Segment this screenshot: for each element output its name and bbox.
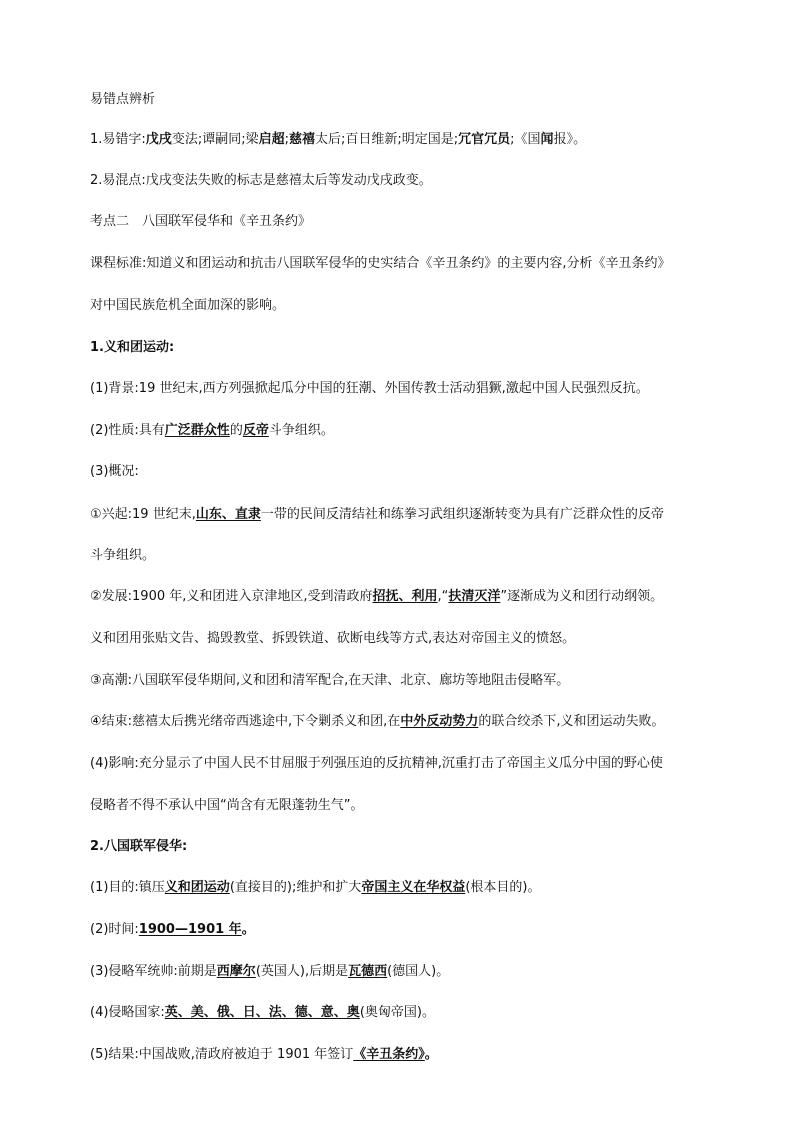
baguo-countries: (4)侵略国家:英、美、俄、日、法、德、意、奥(奥匈帝国)。 (90, 1005, 435, 1020)
baguo-result: (5)结果:中国战败,清政府被迫于 1901 年签订《辛丑条约》。 (90, 1047, 438, 1062)
baguo-time: (2)时间:1900—1901 年。 (90, 922, 255, 937)
baguo-commander: (3)侵略军统帅:前期是西摩尔(英国人),后期是瓦德西(德国人)。 (90, 964, 450, 979)
yihetuan-end: ④结束:慈禧太后携光绪帝西逃途中,下令剿杀义和团,在中外反动势力的联合绞杀下,义和团运动失败。 (90, 714, 665, 729)
yihetuan-development-cont: 义和团用张贴文告、捣毁教堂、拆毁铁道、砍断电线等方式,表达对帝国主义的愤怒。 (90, 631, 576, 646)
section-title: 易错点辨析 (90, 92, 156, 107)
yihetuan-overview: (3)概况: (90, 464, 139, 479)
yihetuan-climax: ③高潮:八国联军侵华期间,义和团和清军配合,在天津、北京、廊坊等地阻击侵略军。 (90, 673, 570, 688)
yihetuan-rise-cont: 斗争组织。 (90, 548, 156, 563)
yihetuan-impact: (4)影响:充分显示了中国人民不甘屈服于列强压迫的反抗精神,沉重打击了帝国主义瓜分中国的野心使 (90, 756, 663, 771)
curriculum-standard-line-2: 对中国民族危机全面加深的影响。 (90, 298, 286, 313)
curriculum-standard-line-1: 课程标准:知道义和团运动和抗击八国联军侵华的史实结合《辛丑条约》的主要内容,分析《辛丑条约》 (90, 256, 671, 271)
yihetuan-nature: (2)性质:具有广泛群众性的反帝斗争组织。 (90, 423, 334, 438)
yihetuan-rise: ①兴起:19 世纪末,山东、直隶一带的民间反清结社和练拳习武组织逐渐转变为具有广泛群众性的反帝 (90, 507, 664, 522)
yihetuan-impact-cont: 侵略者不得不承认中国“尚含有无限蓬勃生气”。 (90, 798, 364, 813)
yihetuan-heading: 1.义和团运动: (90, 340, 175, 355)
error-point-item-2: 2.易混点:戊戌变法失败的标志是慈禧太后等发动戊戌政变。 (90, 173, 432, 188)
yihetuan-development: ②发展:1900 年,义和团进入京津地区,受到清政府招抚、利用,“扶清灭洋”逐渐成为义和团行动纲领。 (90, 589, 664, 604)
baguo-heading: 2.八国联军侵华: (90, 839, 188, 854)
baguo-purpose: (1)目的:镇压义和团运动(直接目的);维护和扩大帝国主义在华权益(根本目的)。 (90, 880, 541, 895)
kaodian-title: 考点二 八国联军侵华和《辛丑条约》 (90, 214, 312, 229)
yihetuan-background: (1)背景:19 世纪末,西方列强掀起瓜分中国的狂潮、外国传教士活动猖獗,激起中国人民强烈反抗。 (90, 381, 649, 396)
error-point-item-1: 1.易错字:戊戌变法;谭嗣同;梁启超;慈禧太后;百日维新;明定国是;冗官冗员;《国闻报》。 (90, 132, 587, 147)
